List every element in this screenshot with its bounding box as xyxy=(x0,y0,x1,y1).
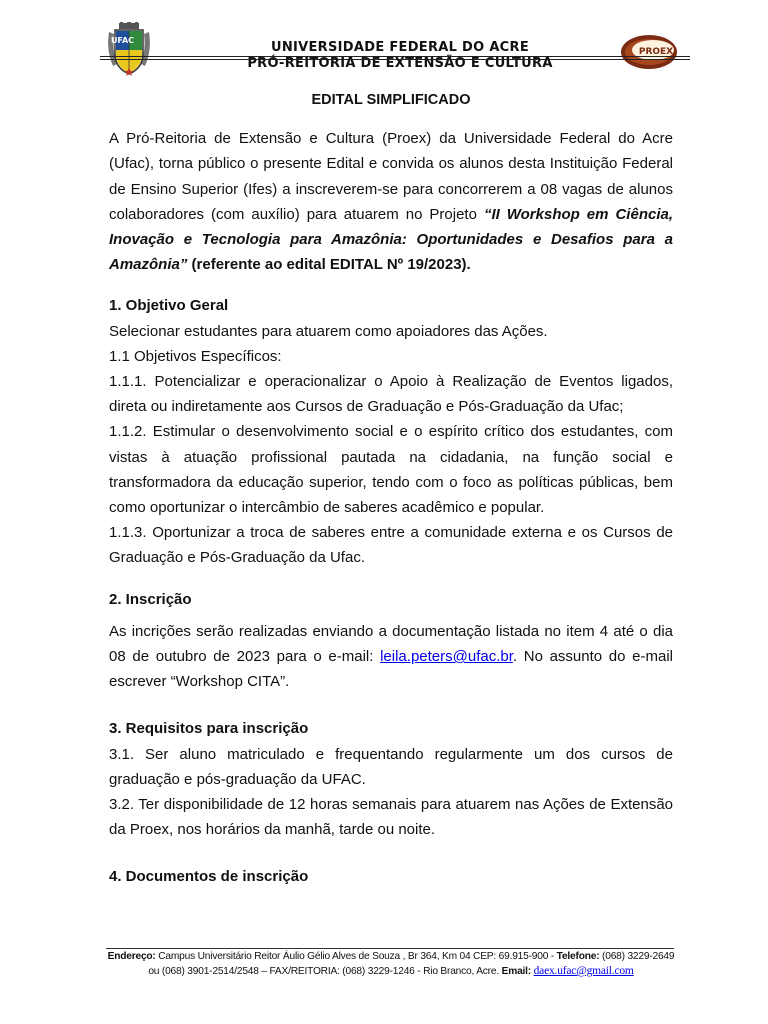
objective-item-1: 1.1.1. Potencializar e operacionalizar o Apoio à Realização de Eventos ligados, direta ou indiretamente aos Cursos de Graduação e Pós-Graduação da Ufac; xyxy=(109,373,673,416)
edital-reference: (referente ao edital EDITAL Nº 19/2023). xyxy=(187,256,471,274)
address-label: Endereço: xyxy=(107,951,156,962)
email-label: Email: xyxy=(501,966,531,977)
ufac-logo xyxy=(105,22,153,78)
footer-phone: (068) 3229-2649 xyxy=(599,951,675,962)
university-name: UNIVERSIDADE FEDERAL DO ACRE xyxy=(270,40,530,55)
registration-email-link[interactable]: leila.peters@ufac.br xyxy=(380,648,513,666)
document-body xyxy=(109,88,673,890)
objective-item-3: 1.1.3. Oportunizar a troca de saberes entre a comunidade externa e os Cursos de Graduação e Pós-Graduação da Ufac. xyxy=(109,524,673,567)
objective-item-2: 1.1.2. Estimular o desenvolvimento social e o espírito crítico dos estudantes, com vistas à atuação profissional pautada na cidadania, na função social e transformadora da educação superior, tendo com o foco as políticas públicas, bem como oportunizar o intercâmbio de saberes acadêmico e popular. xyxy=(109,423,673,517)
specific-objectives-heading: 1.1 Objetivos Específicos: xyxy=(109,347,282,365)
footer-address: Campus Universitário Reitor Áulio Gélio Alves de Souza , Br 364, Km 04 CEP: 69.915-900 - xyxy=(155,951,557,962)
project-name: “II Workshop em Ciência, Inovação e Tecnologia para Amazônia: Oportunidades e Desafios para a Amazônia” xyxy=(109,205,673,274)
requirement-item-1: 3.1. Ser aluno matriculado e frequentando regularmente um dos cursos de graduação e pós-graduação da UFAC. xyxy=(109,745,673,788)
proex-logo-text: PROEX xyxy=(638,47,674,57)
proex-logo xyxy=(620,34,678,70)
registration-paragraph xyxy=(109,619,673,695)
requirement-item-2: 3.2. Ter disponibilidade de 12 horas semanais para atuarem nas Ações de Extensão da Proex, nos horários da manhã, tarde ou noite. xyxy=(109,796,673,839)
ufac-logo-letters: UFAC xyxy=(110,36,135,45)
page-header xyxy=(100,20,690,80)
header-divider xyxy=(100,56,690,57)
footer-email-link[interactable]: daex.ufac@gmail.com xyxy=(533,965,634,977)
document-title: EDITAL SIMPLIFICADO xyxy=(311,92,471,108)
intro-paragraph xyxy=(109,126,673,277)
section-1-heading: 1. Objetivo Geral xyxy=(109,297,229,315)
footer-line-1 xyxy=(96,950,686,964)
footer-divider xyxy=(106,948,674,949)
header-divider-thin xyxy=(100,59,690,60)
section-2-heading: 2. Inscrição xyxy=(109,590,192,608)
general-objective: Selecionar estudantes para atuarem como apoiadores das Ações. xyxy=(109,322,548,340)
footer-line-2 xyxy=(96,964,686,979)
section-3-heading: 3. Requisitos para inscrição xyxy=(109,720,309,738)
footer-contacts: ou (068) 3901-2514/2548 – FAX/REITORIA: (068) 3229-1246 - Rio Branco, Acre. xyxy=(148,966,502,977)
page-footer xyxy=(96,950,686,979)
registration-subject-text: . No assunto do e-mail escrever “Workshop CITA”. xyxy=(109,648,674,691)
section-4-heading: 4. Documentos de inscrição xyxy=(109,868,309,886)
intro-text: A Pró-Reitoria de Extensão e Cultura (Proex) da Universidade Federal do Acre (Ufac), torna público o presente Edital e convida os alunos desta Instituição Federal de Ensino Superior (Ifes) a inscreverem-se para concorrerem a 08 vagas de alunos colaboradores (com auxílio) para atuarem no Projeto xyxy=(109,130,673,223)
registration-text: As incrições serão realizadas enviando a documentação listada no item 4 até o dia 08 de outubro de 2023 para o e-mail: xyxy=(109,622,673,666)
department-name: PRÓ-REITORIA DE EXTENSÃO E CULTURA xyxy=(247,56,553,71)
phone-label: Telefone: xyxy=(556,951,600,962)
